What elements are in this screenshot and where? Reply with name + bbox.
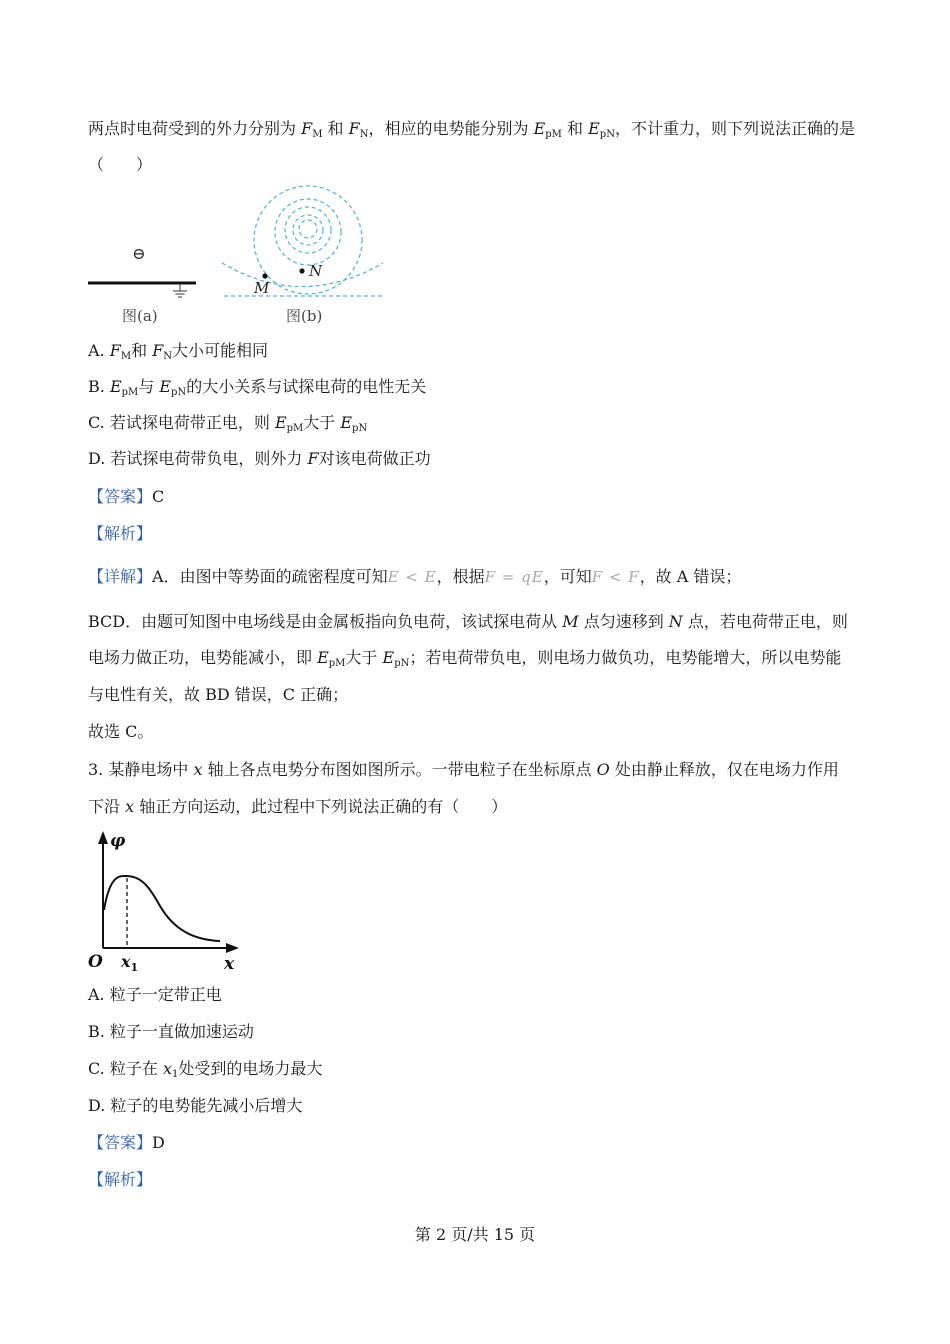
q3-stem-line2: 下沿 x 轴正方向运动，此过程中下列说法正确的有（ ） [88, 797, 508, 816]
answer-value: D [152, 1133, 165, 1152]
equipotential-circle-5 [299, 220, 317, 238]
page-footer: 第 2 页/共 15 页 [414, 1225, 536, 1244]
point-N-dot [299, 268, 304, 273]
q2-answer [88, 486, 164, 508]
q2-detail: 【详解】A．由图中等势面的疏密程度可知E < E，根据F = qE，可知F < F，故 A 错误； [88, 567, 742, 586]
q3-answer [88, 1132, 165, 1154]
ground-icon [173, 284, 187, 297]
q2-bcd-line1: BCD．由题可知图中电场线是由金属板指向负电荷，该试探电荷从 M 点匀速移到 N 点，若电荷带正电，则 [88, 612, 848, 631]
origin-label: O [88, 952, 103, 972]
figure-a [88, 244, 196, 325]
q2-bcd-line2: 电场力做正功，电势能减小，即 $E_{pM}$大于 $E_{pN}$；若电荷带负电，则电场力做负功，电势能增大，所以电势能 [88, 648, 842, 669]
q3-potential-graph [84, 826, 244, 976]
x-axis-label: x [224, 954, 235, 974]
answer-tag: 【答案】 [88, 1133, 153, 1152]
q2-option-c: C. 若试探电荷带正电，则 $E_{pM}$大于 $E_{pN}$ [88, 413, 368, 434]
point-M-label: M [254, 279, 270, 297]
potential-curve [104, 876, 220, 941]
point-N-label: N [309, 262, 323, 280]
q2-figure [80, 180, 400, 330]
q3-analysis-tag: 【解析】 [88, 1170, 153, 1189]
figure-b [222, 186, 383, 296]
figure-b-caption: 图(b) [286, 307, 323, 325]
x-axis-arrow [226, 943, 239, 953]
q3-option-b: B. 粒子一直做加速运动 [88, 1022, 254, 1041]
equipotential-curve [222, 263, 383, 287]
answer-value: C [152, 487, 165, 506]
formula-image-F-qE: F = qE [484, 568, 544, 586]
q2-conclusion: 故选 C。 [88, 722, 154, 741]
formula-image-E: E < E [387, 568, 437, 586]
q3-stem-line1: 3. 某静电场中 x 轴上各点电势分布图如图所示。一带电粒子在坐标原点 O 处由静止释放，仅在电场力作用 [88, 760, 839, 779]
q2-option-a: A. $F_M$和 $F_N$大小可能相同 [88, 341, 269, 362]
y-axis-label: φ [110, 831, 126, 851]
equipotential-circle-1 [254, 186, 362, 294]
q2-stem-line1: 两点时电荷受到的外力分别为 $F_M$ 和 $F_N$，相应的电势能分别为 $E_{pM}$ 和 $E_{pN}$，不计重力，则下列说法正确的是 [88, 119, 855, 140]
q3-option-a: A. 粒子一定带正电 [88, 985, 222, 1004]
y-axis-arrow [98, 831, 108, 844]
formula-image-F: F < F [591, 568, 640, 586]
q2-paren: （ ） [88, 155, 153, 174]
figure-a-caption: 图(a) [122, 307, 158, 325]
q2-option-d: D. 若试探电荷带负电，则外力 F对该电荷做正功 [88, 449, 431, 468]
q2-bcd-line3: 与电性有关，故 BD 错误，C 正确； [88, 685, 349, 704]
answer-tag: 【答案】 [88, 487, 153, 506]
detail-tag: 【详解】 [88, 567, 153, 586]
x1-label: $x_1$ [121, 952, 139, 974]
q3-option-d: D. 粒子的电势能先减小后增大 [88, 1096, 303, 1115]
equipotential-circle-3 [285, 207, 331, 253]
negative-charge-symbol: ⊖ [132, 244, 146, 263]
point-M-dot [262, 273, 267, 278]
q3-option-c: C. 粒子在 $x_1$处受到的电场力最大 [88, 1059, 323, 1080]
q2-option-b: B. $E_{pM}$与 $E_{pN}$的大小关系与试探电荷的电性无关 [88, 377, 427, 398]
q2-analysis-tag: 【解析】 [88, 524, 153, 543]
